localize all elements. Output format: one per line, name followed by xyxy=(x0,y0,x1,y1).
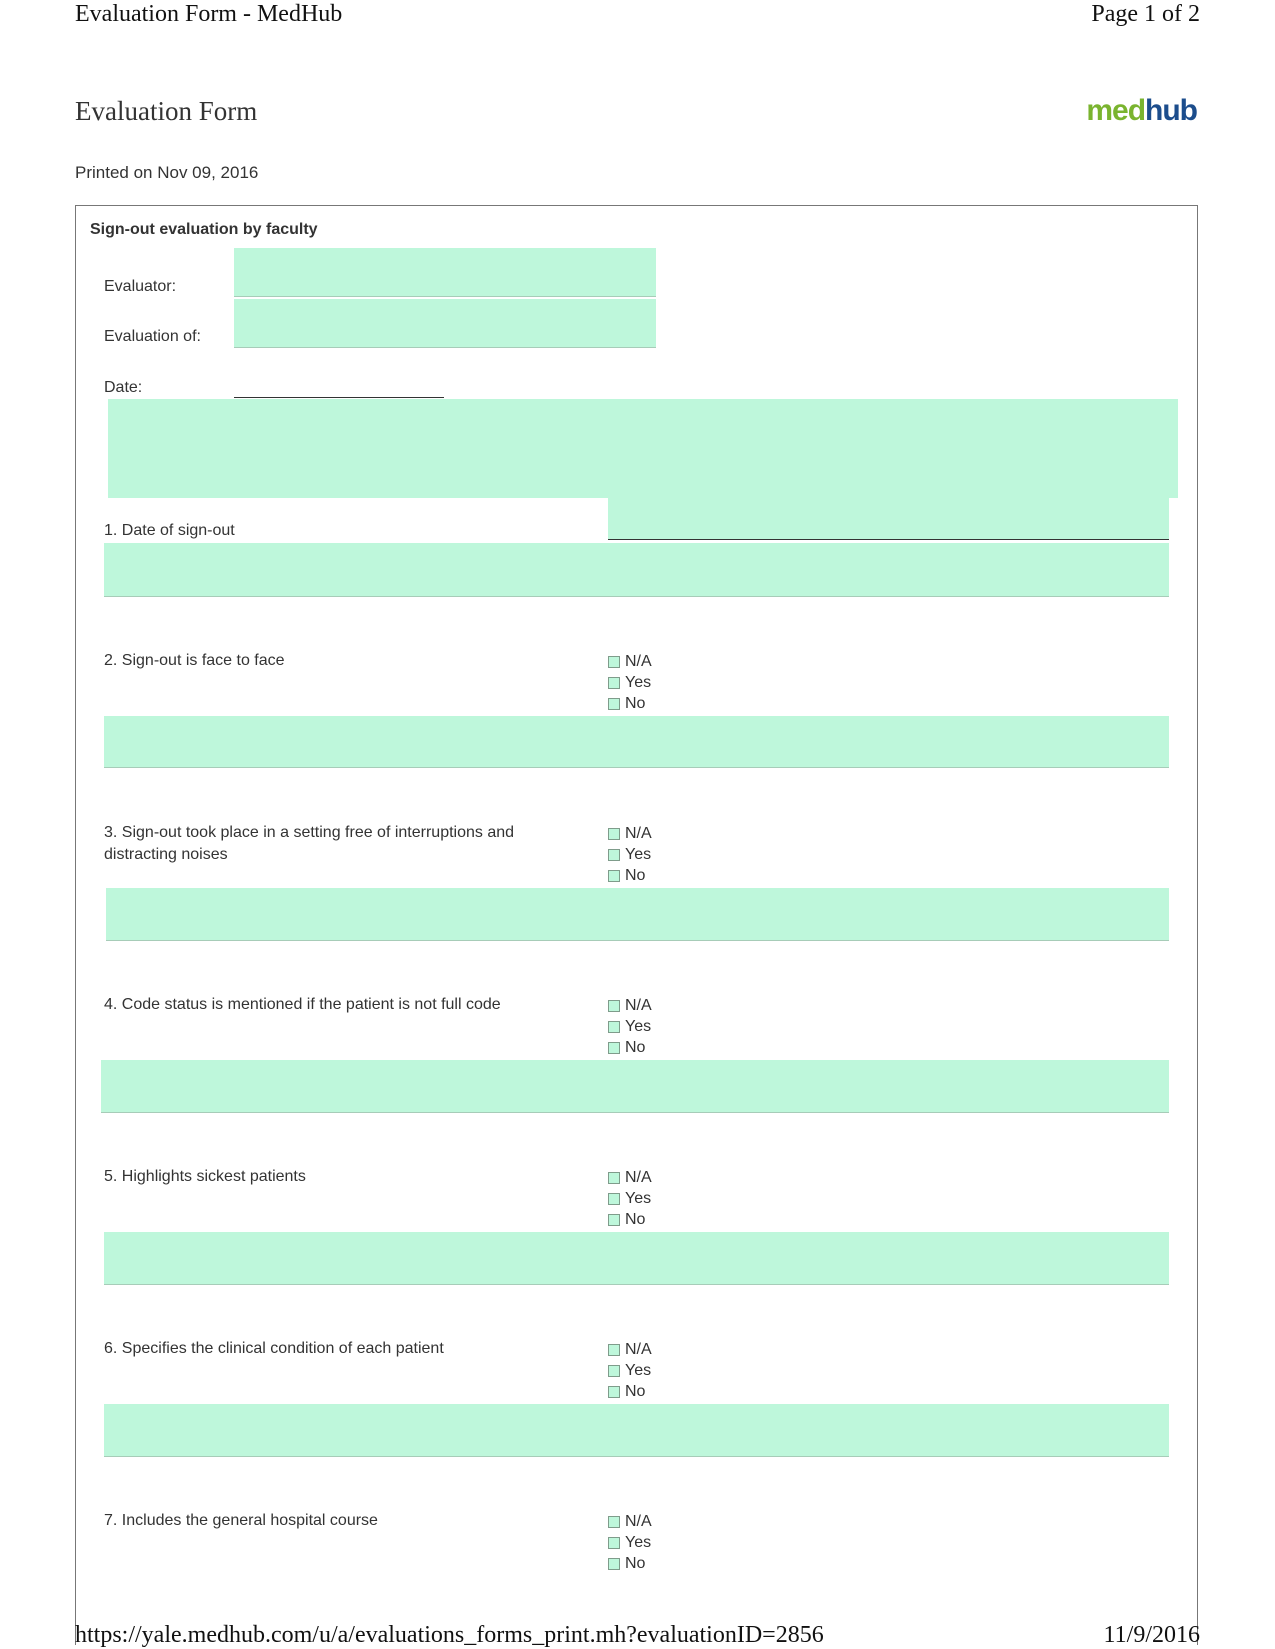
evaluation-of-label: Evaluation of: xyxy=(104,328,201,345)
comment-box[interactable] xyxy=(108,399,1178,498)
question-4-comment[interactable] xyxy=(101,1060,1169,1113)
checkbox-yes[interactable] xyxy=(608,1537,620,1549)
medhub-logo: medhub xyxy=(1086,94,1197,127)
question-7: 7. Includes the general hospital course xyxy=(104,1512,378,1529)
question-5: 5. Highlights sickest patients xyxy=(104,1168,306,1185)
question-3-comment[interactable] xyxy=(106,888,1169,941)
evaluation-of-field[interactable] xyxy=(234,299,656,348)
checkbox-na[interactable] xyxy=(608,1172,620,1184)
question-3: 3. Sign-out took place in a setting free of interruptions and distracting noises xyxy=(104,824,515,863)
question-1: 1. Date of sign-out xyxy=(104,522,235,539)
evaluator-label: Evaluator: xyxy=(104,278,177,295)
checkbox-yes[interactable] xyxy=(608,1365,620,1377)
question-4-options: N/A Yes No xyxy=(608,995,652,1058)
evaluator-field[interactable] xyxy=(234,248,656,297)
date-field[interactable] xyxy=(234,380,444,398)
checkbox-yes[interactable] xyxy=(608,1193,620,1205)
question-3-options: N/A Yes No xyxy=(608,823,652,886)
question-5-options: N/A Yes No xyxy=(608,1167,652,1230)
checkbox-na[interactable] xyxy=(608,1000,620,1012)
page-number: Page 1 of 2 xyxy=(1091,1,1200,27)
checkbox-no[interactable] xyxy=(608,1042,620,1054)
checkbox-no[interactable] xyxy=(608,870,620,882)
question-1-comment[interactable] xyxy=(104,543,1169,597)
section-title: Sign-out evaluation by faculty xyxy=(90,221,318,238)
checkbox-yes[interactable] xyxy=(608,1021,620,1033)
form-title: Evaluation Form xyxy=(75,96,258,126)
checkbox-na[interactable] xyxy=(608,1344,620,1356)
printed-date: Printed on Nov 09, 2016 xyxy=(75,163,259,182)
checkbox-no[interactable] xyxy=(608,1386,620,1398)
checkbox-na[interactable] xyxy=(608,1516,620,1528)
question-6-comment[interactable] xyxy=(104,1404,1169,1457)
question-2-comment[interactable] xyxy=(104,716,1169,768)
date-of-sign-out-field[interactable] xyxy=(608,488,1169,540)
question-5-comment[interactable] xyxy=(104,1232,1169,1285)
checkbox-yes[interactable] xyxy=(608,677,620,689)
footer-date: 11/9/2016 xyxy=(1103,1622,1200,1648)
question-2: 2. Sign-out is face to face xyxy=(104,652,285,669)
checkbox-na[interactable] xyxy=(608,828,620,840)
document-header-title: Evaluation Form - MedHub xyxy=(75,1,343,27)
question-6: 6. Specifies the clinical condition of each patient xyxy=(104,1340,444,1357)
date-label: Date: xyxy=(104,379,143,396)
question-4: 4. Code status is mentioned if the patient is not full code xyxy=(104,996,501,1013)
checkbox-yes[interactable] xyxy=(608,849,620,861)
footer-url: https://yale.medhub.com/u/a/evaluations_forms_print.mh?evaluationID=2856 xyxy=(75,1622,824,1648)
checkbox-no[interactable] xyxy=(608,1214,620,1226)
checkbox-no[interactable] xyxy=(608,698,620,710)
question-6-options: N/A Yes No xyxy=(608,1339,652,1402)
question-7-options: N/A Yes No xyxy=(608,1511,652,1574)
checkbox-no[interactable] xyxy=(608,1558,620,1570)
question-2-options: N/A Yes No xyxy=(608,651,652,714)
checkbox-na[interactable] xyxy=(608,656,620,668)
